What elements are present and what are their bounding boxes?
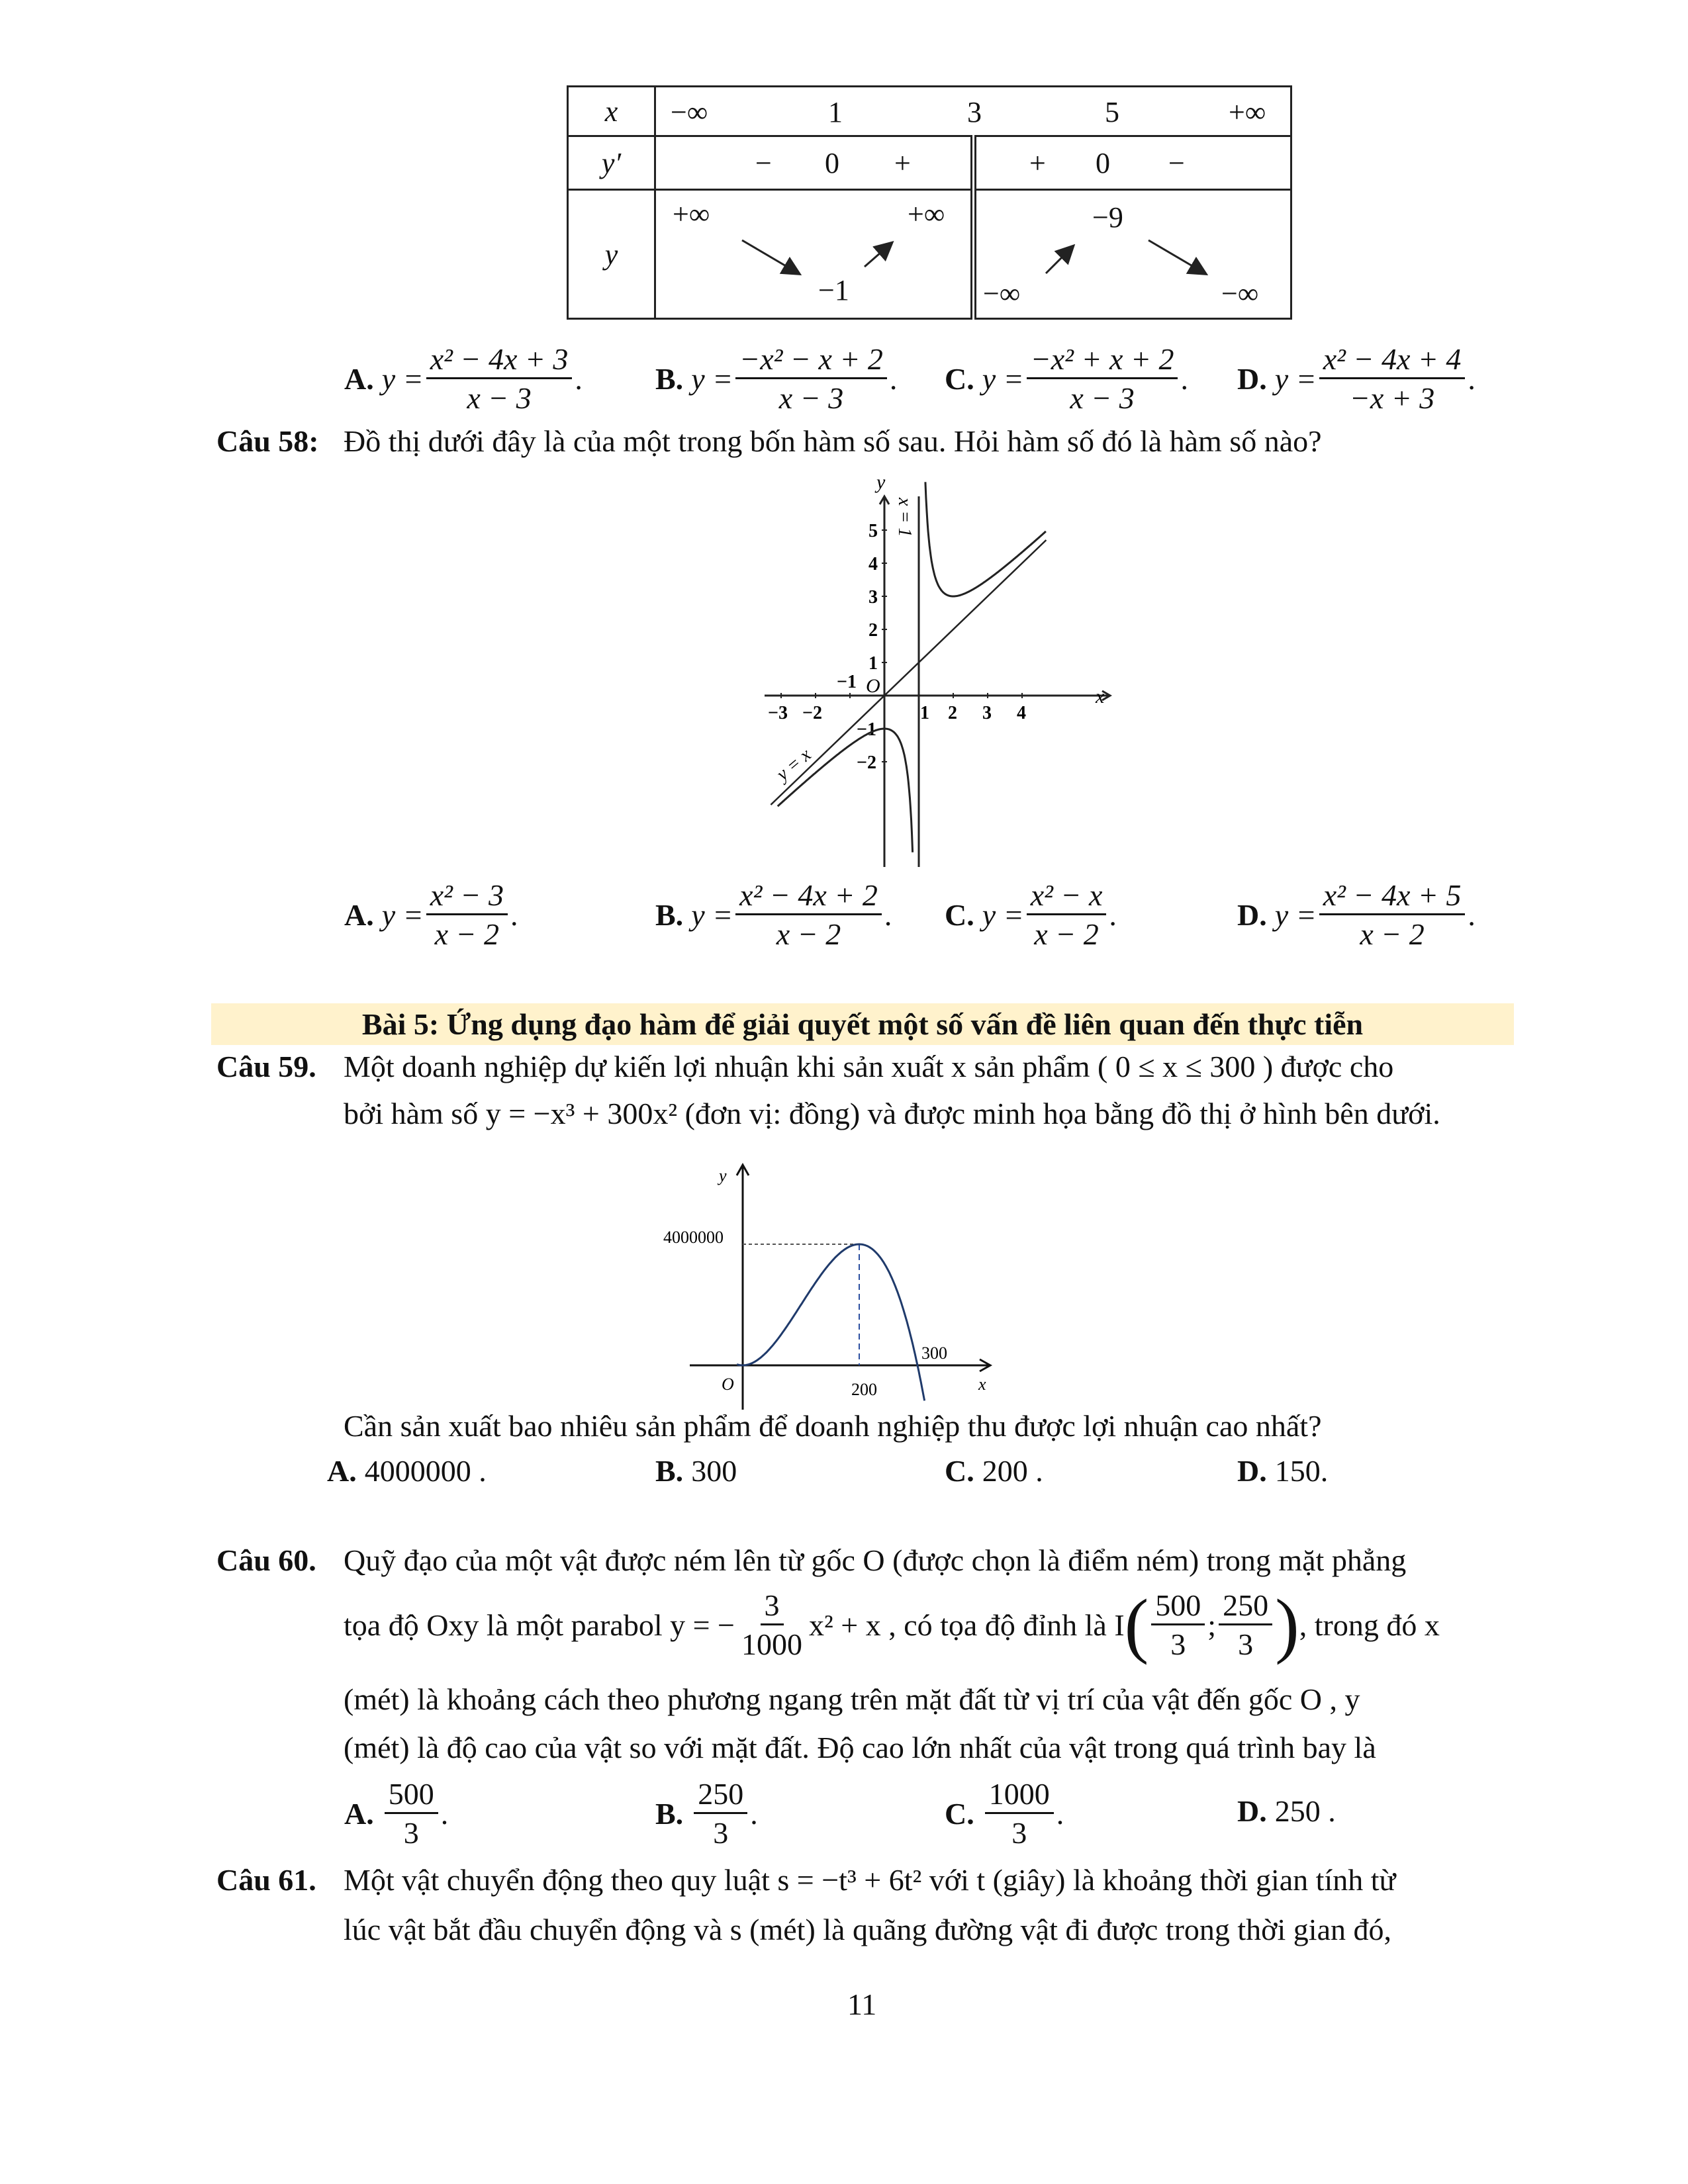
option-label: C.: [945, 1454, 974, 1488]
q58-option-a[interactable]: A. y = $\frac{\text{x² − 3}}{x - 2}$ .: [344, 878, 518, 951]
q60-number: Câu 60.: [216, 1543, 316, 1577]
numerator: x² − x: [1027, 880, 1107, 915]
numerator: −x² − x + 2: [735, 344, 887, 379]
denominator: x − 2: [776, 917, 841, 951]
q58-graph: [748, 463, 1119, 867]
denominator: x − 2: [1360, 917, 1425, 951]
x-tick-label: 4: [1017, 703, 1026, 723]
denominator: x − 2: [434, 917, 500, 951]
option-label: D.: [1237, 898, 1267, 932]
numerator: x² − 3: [426, 880, 508, 915]
option-lhs: y =: [982, 362, 1024, 396]
y-tick-label: 3: [868, 587, 878, 608]
yprime-left: [655, 136, 974, 190]
origin-label: O: [866, 675, 880, 697]
y-tick-label: 2: [868, 620, 878, 641]
q59-option-b[interactable]: [655, 1453, 737, 1488]
x-value: 3: [967, 96, 982, 128]
denominator: 3: [403, 1816, 419, 1850]
q58-number: Câu 58:: [216, 424, 319, 458]
q57-option-c[interactable]: C. y = $\frac{\text{−x² + x + 2}}{x - 3}$ .: [945, 342, 1188, 415]
q60-line3: (mét) là khoảng cách theo phương ngang trên mặt đất từ vị trí của vật đến gốc O , y: [344, 1682, 1360, 1716]
y-value: −9: [1092, 201, 1123, 234]
numerator: 3: [761, 1590, 784, 1625]
q59-graph: [655, 1145, 1105, 1416]
q60-option-d[interactable]: [1237, 1794, 1336, 1829]
x-value: −∞: [671, 96, 708, 128]
x-value: 1: [828, 96, 843, 128]
option-label: D.: [1237, 1794, 1267, 1828]
x-value: 5: [1105, 96, 1119, 128]
q57-option-a[interactable]: A. y = $\frac{\text{x² − 4x + 3}}{x - 3}$ .: [344, 342, 583, 415]
x-axis-label: x: [978, 1375, 986, 1394]
q60-option-c[interactable]: C. $\frac{1000}{3}$ .: [945, 1777, 1064, 1850]
option-label: B.: [655, 1797, 684, 1831]
x-tick-label: −3: [768, 703, 788, 723]
option-lhs: y =: [1274, 362, 1317, 396]
denominator: −x + 3: [1349, 381, 1435, 415]
denominator: x − 3: [467, 381, 532, 415]
y-value: +∞: [908, 198, 945, 230]
sign: −: [755, 147, 772, 179]
page-number: 11: [847, 1987, 877, 2021]
q60-line1: Quỹ đạo của một vật được ném lên từ gốc O (được chọn là điểm ném) trong mặt phẳng: [344, 1543, 1407, 1577]
x-tick-label: 1: [920, 703, 929, 723]
y-right: [974, 190, 1291, 319]
x-value: +∞: [1229, 96, 1266, 128]
q60-option-a[interactable]: A. $\frac{500}{3}$ .: [344, 1777, 449, 1850]
y-tick-label: −1: [857, 719, 876, 740]
section-banner: Bài 5: Ứng dụng đạo hàm để giải quyết một số vấn đề liên quan đến thực tiễn: [211, 1003, 1514, 1045]
option-value: 150.: [1274, 1454, 1329, 1488]
row-label-yprime: y′: [568, 136, 655, 190]
option-label: C.: [945, 362, 974, 396]
x-tick-label: 2: [948, 703, 957, 723]
option-lhs: y =: [691, 898, 733, 932]
option-label: D.: [1237, 362, 1267, 396]
numerator: 1000: [985, 1779, 1054, 1814]
option-label: A.: [344, 1797, 374, 1831]
q60-option-b[interactable]: B. $\frac{250}{3}$ .: [655, 1777, 758, 1850]
option-lhs: y =: [381, 362, 424, 396]
sign: −: [1168, 147, 1185, 179]
numerator: 250: [694, 1779, 747, 1814]
x-mark-label: 200: [851, 1380, 877, 1399]
option-label: A.: [344, 898, 374, 932]
denominator: 3: [1170, 1627, 1186, 1661]
x-tick-label: −1: [837, 672, 857, 692]
q60-line4: (mét) là độ cao của vật so với mặt đất. Độ cao lớn nhất của vật trong quá trình bay là: [344, 1731, 1376, 1764]
q58-option-c[interactable]: C. y = $\frac{\text{x² − x}}{x - 2}$ .: [945, 878, 1117, 951]
arrows-icon: [656, 191, 970, 320]
q57-option-d[interactable]: D. y = $\frac{\text{x² − 4x + 4}}{-x + 3}$ .: [1237, 342, 1476, 415]
origin-label: O: [722, 1375, 734, 1394]
option-label: C.: [945, 898, 974, 932]
asymptote-label: x = 1: [894, 498, 915, 537]
option-label: C.: [945, 1797, 974, 1831]
text: tọa độ Oxy là một parabol y = −: [344, 1608, 735, 1642]
numerator: x² − 4x + 4: [1319, 344, 1466, 379]
denominator: x − 2: [1034, 917, 1099, 951]
numerator: 250: [1219, 1590, 1272, 1625]
option-lhs: y =: [1274, 898, 1317, 932]
option-lhs: y =: [381, 898, 424, 932]
numerator: x² − 4x + 5: [1319, 880, 1466, 915]
profit-curve: [737, 1244, 924, 1400]
sign: 0: [825, 147, 839, 179]
y-value: +∞: [673, 198, 710, 230]
denominator: x − 3: [1070, 381, 1135, 415]
y-value: −1: [818, 274, 849, 306]
q58-option-b[interactable]: B. y = $\frac{\text{x² − 4x + 2}}{x - 2}$ .: [655, 878, 892, 951]
q57-option-b[interactable]: B. y = $\frac{\text{−x² − x + 2}}{x - 3}$ .: [655, 342, 898, 415]
y-tick-label: 1: [868, 653, 878, 674]
q59-option-c[interactable]: [945, 1453, 1043, 1488]
numerator: x² − 4x + 3: [426, 344, 573, 379]
x-tick-label: 3: [982, 703, 992, 723]
row-label-y: y: [568, 190, 655, 319]
asymptote-label: y = x: [773, 744, 816, 785]
q59-number: Câu 59.: [216, 1050, 316, 1083]
y-mark-label: 4000000: [663, 1228, 724, 1247]
numerator: 500: [1151, 1590, 1205, 1625]
q60-line2: tọa độ Oxy là một parabol y = − $\frac{3}{1000}$ x² + x , có tọa độ đỉnh là I ( $\frac{500}{3}$ ; $\frac{250}{3}$ ) , trong đó x: [344, 1584, 1440, 1665]
option-label: A.: [327, 1454, 357, 1488]
x-tick-label: −2: [802, 703, 822, 723]
option-value: 250 .: [1274, 1794, 1336, 1828]
numerator: 500: [385, 1779, 438, 1814]
q59-line1: Một doanh nghiệp dự kiến lợi nhuận khi sản xuất x sản phẩm ( 0 ≤ x ≤ 300 ) được cho: [344, 1050, 1394, 1083]
q61-number: Câu 61.: [216, 1863, 316, 1897]
sign: 0: [1096, 147, 1110, 179]
q59-line2: bởi hàm số y = −x³ + 300x² (đơn vị: đồng) và được minh họa bằng đồ thị ở hình bên dưới.: [344, 1097, 1440, 1130]
option-lhs: y =: [691, 362, 733, 396]
sign: +: [894, 147, 911, 179]
y-axis-label: y: [876, 471, 886, 493]
x-axis-label: x: [1096, 686, 1105, 707]
denominator: 3: [1011, 1816, 1027, 1850]
oblique-asymptote: [771, 540, 1046, 805]
y-left: [655, 190, 974, 319]
y-value: −∞: [1221, 277, 1259, 310]
option-value: 200 .: [982, 1454, 1043, 1488]
y-value: −∞: [983, 277, 1021, 310]
y-axis-label: y: [719, 1166, 727, 1185]
y-tick-label: −2: [857, 752, 876, 773]
numerator: −x² + x + 2: [1027, 344, 1178, 379]
q59-option-d[interactable]: [1237, 1453, 1328, 1488]
curve-right-branch: [925, 482, 1046, 596]
option-label: B.: [655, 898, 684, 932]
sign: +: [1029, 147, 1046, 179]
denominator: x − 3: [778, 381, 844, 415]
row-label-x: x: [568, 87, 655, 136]
denominator: 3: [713, 1816, 729, 1850]
x-mark-label: 300: [921, 1343, 947, 1363]
option-label: A.: [344, 362, 374, 396]
option-label: D.: [1237, 1454, 1267, 1488]
x-row: [655, 87, 1291, 136]
option-label: B.: [655, 1454, 684, 1488]
denominator: 1000: [741, 1627, 802, 1661]
q61-line1: Một vật chuyển động theo quy luật s = −t³ + 6t² với t (giây) là khoảng thời gian tính từ: [344, 1863, 1396, 1897]
yprime-right: [974, 136, 1291, 190]
text: , trong đó x: [1299, 1608, 1440, 1642]
q59-option-a[interactable]: [327, 1453, 487, 1488]
y-tick-label: 4: [868, 554, 878, 574]
variation-table: [567, 85, 1292, 320]
arrows-icon: [976, 191, 1294, 320]
y-tick-label: 5: [868, 521, 878, 541]
option-label: B.: [655, 362, 684, 396]
option-value: 300: [691, 1454, 737, 1488]
option-lhs: y =: [982, 898, 1024, 932]
option-value: 4000000 .: [364, 1454, 487, 1488]
q58-text: Đồ thị dưới đây là của một trong bốn hàm số sau. Hỏi hàm số đó là hàm số nào?: [344, 424, 1322, 458]
text: x² + x , có tọa độ đỉnh là I: [809, 1608, 1125, 1642]
q61-line2: lúc vật bắt đầu chuyển động và s (mét) là quãng đường vật đi được trong thời gian đó,: [344, 1913, 1391, 1946]
q59-question: Cần sản xuất bao nhiêu sản phẩm để doanh nghiệp thu được lợi nhuận cao nhất?: [344, 1409, 1322, 1443]
numerator: x² − 4x + 2: [735, 880, 882, 915]
denominator: 3: [1238, 1627, 1254, 1661]
q58-option-d[interactable]: D. y = $\frac{\text{x² − 4x + 5}}{x - 2}$ .: [1237, 878, 1476, 951]
